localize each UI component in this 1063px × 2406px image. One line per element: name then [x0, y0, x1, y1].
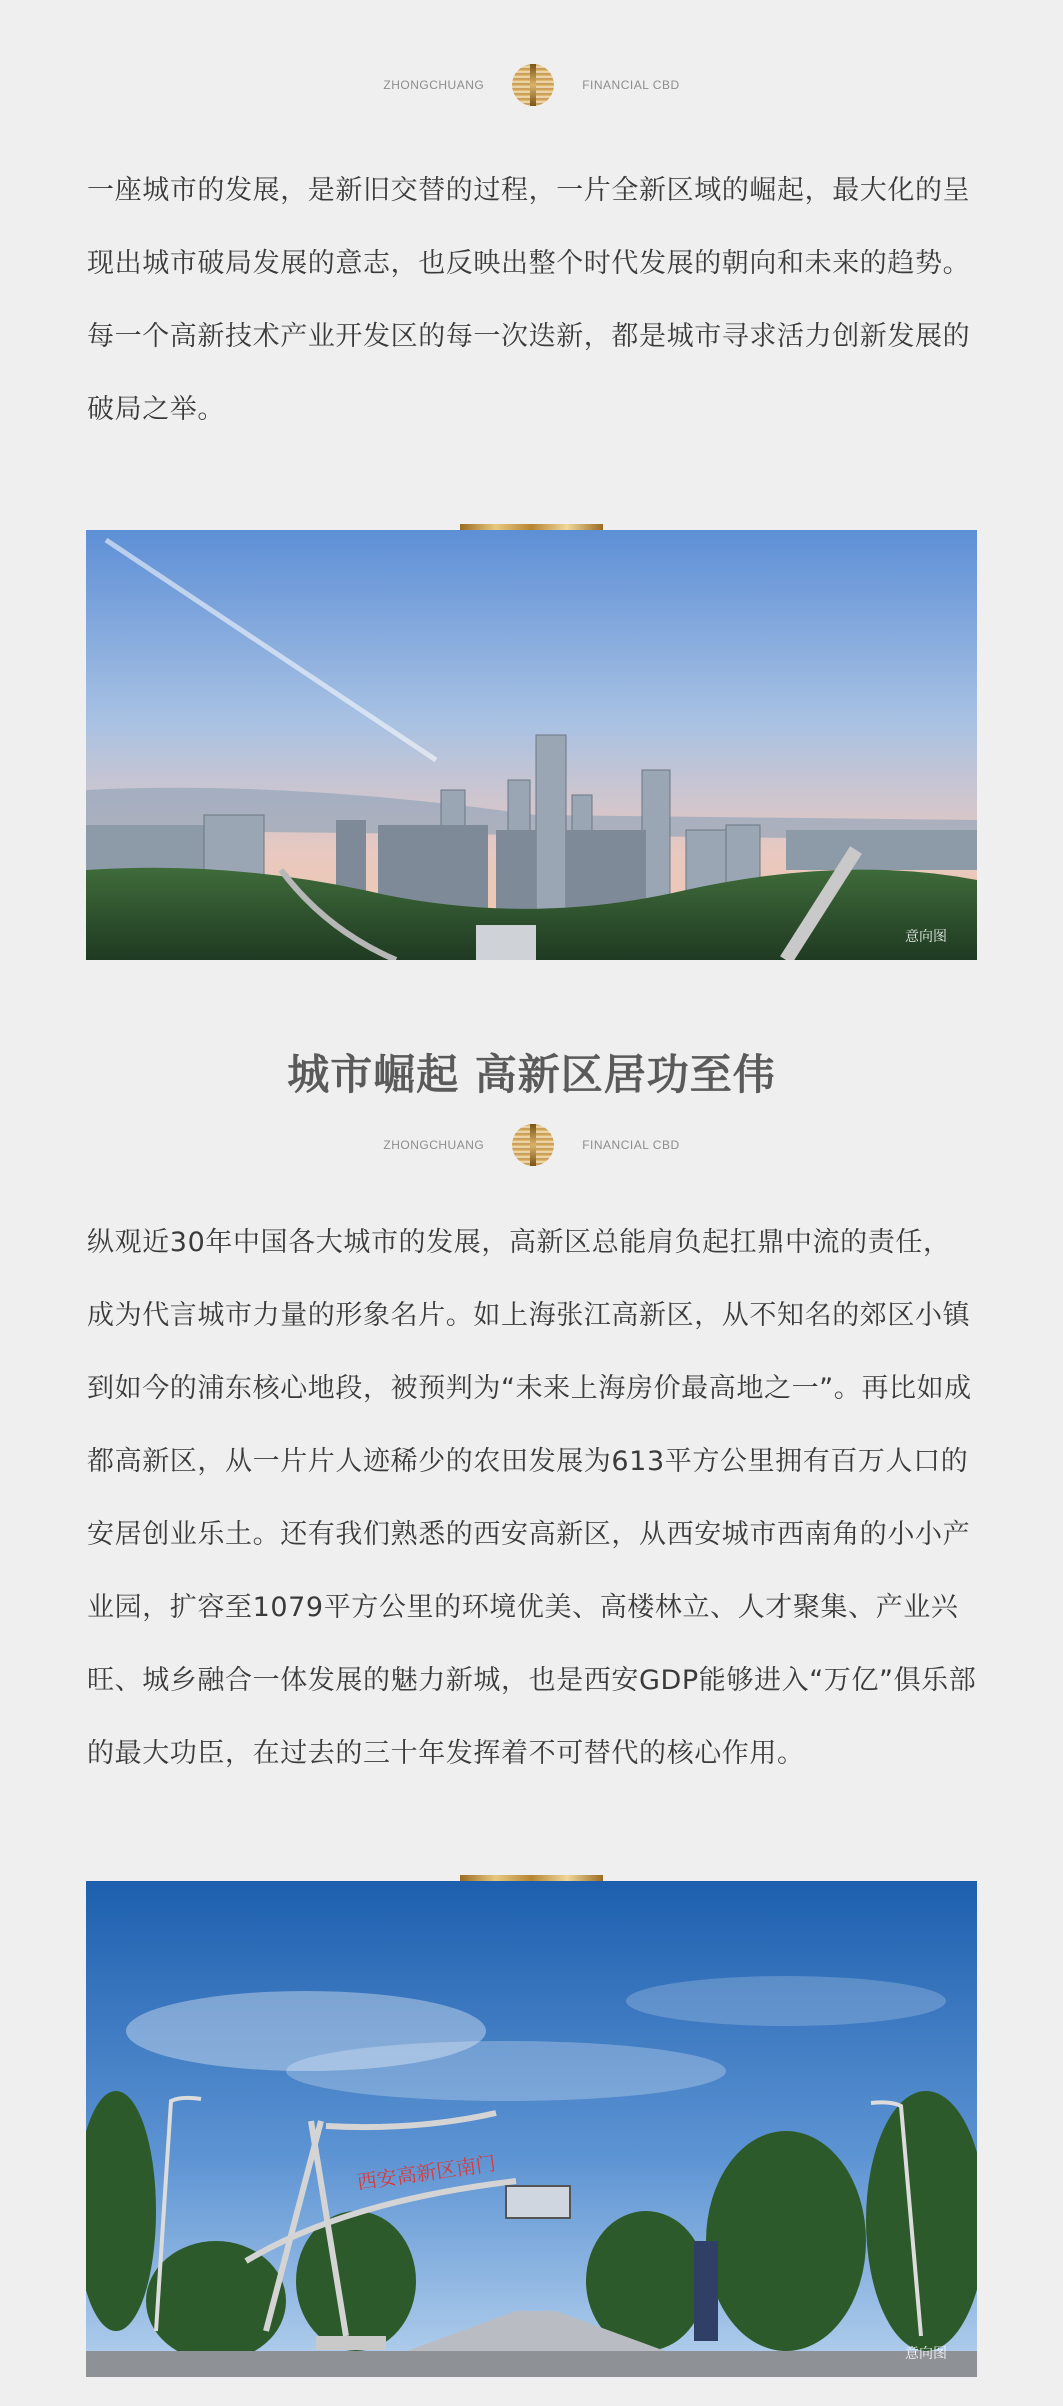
intro-paragraph: 一座城市的发展，是新旧交替的过程，一片全新区域的崛起，最大化的呈现出城市破局发展的意志，也反映出整个时代发展的朝向和未来的趋势。每一个高新技术产业开发区的每一次迭新，都是城市寻求活力创新发展的破局之举。	[87, 175, 971, 425]
photo-caption: 意向图	[905, 929, 947, 945]
brand-emblem-icon	[512, 1124, 554, 1166]
gate-photo	[86, 1881, 977, 2377]
brand-right-text: FINANCIAL CBD	[582, 78, 680, 92]
brand-left-text: ZHONGCHUANG	[383, 1138, 485, 1152]
brand-logo	[0, 64, 1063, 106]
section-title: 城市崛起 高新区居功至伟	[287, 1050, 776, 1099]
skyline-photo	[86, 530, 977, 960]
section-paragraph: 纵观近30年中国各大城市的发展，高新区总能肩负起扛鼎中流的责任，成为代言城市力量的形象名片。如上海张江高新区，从不知名的郊区小镇到如今的浦东核心地段，被预判为“未来上海房价最高地之一”。再比如成都高新区，从一片片人迹稀少的农田发展为613平方公里拥有百万人口的安居创业乐土。还有我们熟悉的西安高新区，从西安城市西南角的小小产业园，扩容至1079平方公里的环境优美、高楼林立、人才聚集、产业兴旺、城乡融合一体发展的魅力新城，也是西安GDP能够进入“万亿”俱乐部的最大功臣，在过去的三十年发挥着不可替代的核心作用。	[87, 1227, 977, 1769]
brand-left-text: ZHONGCHUANG	[383, 78, 485, 92]
photo-caption: 意向图	[905, 2346, 947, 2362]
brand-logo	[0, 1124, 1063, 1166]
brand-emblem-icon	[512, 64, 554, 106]
brand-right-text: FINANCIAL CBD	[582, 1138, 680, 1152]
arch-sign-text: 西安高新区南门	[355, 2150, 498, 2195]
